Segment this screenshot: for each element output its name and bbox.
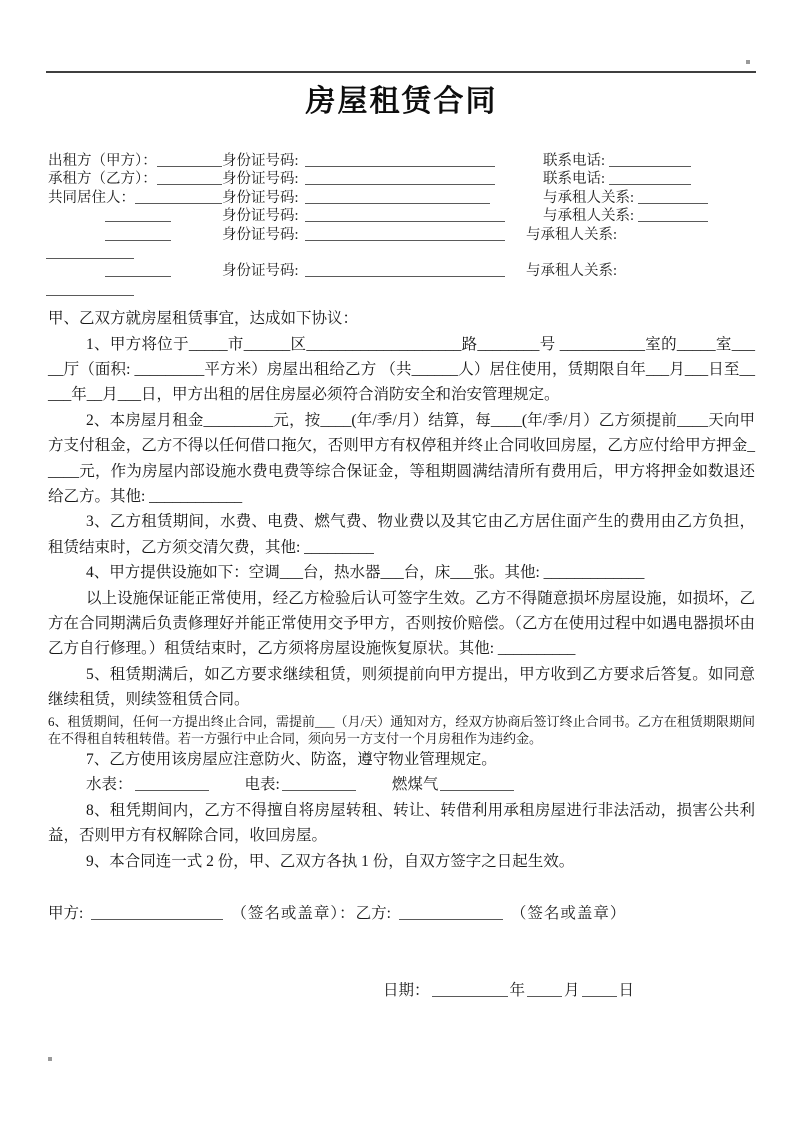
party-name-cell xyxy=(48,152,222,170)
cohabitant-name-blank xyxy=(135,191,222,204)
date-year-blank xyxy=(432,984,508,997)
wrapped-blank-line xyxy=(48,281,755,299)
date-month-blank xyxy=(527,984,562,997)
relationship-blank xyxy=(638,209,708,222)
water-meter-label: 水表： xyxy=(86,776,133,794)
electric-meter-blank xyxy=(282,778,356,791)
date-prefix-label: 日期： xyxy=(383,982,430,1000)
signature-line xyxy=(48,901,755,926)
meters-line xyxy=(48,772,755,797)
header-rule xyxy=(46,71,756,73)
party-a-seal-note: （签名或盖章）： xyxy=(231,905,356,923)
id-number-blank xyxy=(305,264,505,277)
relationship-blank xyxy=(46,283,134,296)
id-number-blank xyxy=(305,228,505,241)
id-number-label: 身份证号码: xyxy=(222,263,299,280)
stray-mark-bottom-left xyxy=(48,1057,52,1061)
relationship-blank xyxy=(638,191,708,204)
parties-section xyxy=(48,152,755,299)
party-row-cohabitant-4 xyxy=(48,262,755,280)
id-number-label: 身份证号码: xyxy=(222,226,299,243)
party-name-cell xyxy=(48,170,222,188)
party-right-cell xyxy=(543,189,708,207)
cohabitant-label: 共同居住人： xyxy=(48,189,135,206)
party-right-cell xyxy=(543,207,708,225)
lessor-name-blank xyxy=(157,154,222,167)
id-number-label: 身份证号码: xyxy=(222,189,299,206)
id-number-label: 身份证号码: xyxy=(222,208,299,225)
id-number-label: 身份证号码: xyxy=(222,153,299,169)
party-right-cell xyxy=(543,152,691,170)
relationship-label: 与承租人关系: xyxy=(543,189,635,206)
page-title: 房屋租赁合同 xyxy=(305,85,498,118)
gas-meter-label: 燃煤气 xyxy=(391,776,439,794)
clause-3: 3、乙方租赁期间，水费、电费、燃气费、物业费以及其它由乙方居住面产生的费用由乙方负担，租赁结束时，乙方须交清欠费，其他: _________ xyxy=(48,513,755,556)
day-label: 日 xyxy=(618,982,635,1000)
phone-blank xyxy=(609,172,691,185)
clause-4-facilities-note: 以上设施保证能正常使用，经乙方检验后认可签字生效。乙方不得随意损坏房屋设施，如损坏，乙方在合同期满后负责修理好并能正常使用交予甲方，否则按价赔偿。（乙方在使用过程中如遇电器损坏由乙方自行修理。）租赁结束时，乙方须将房屋设施恢复原状。其他: __________ xyxy=(48,589,755,658)
clause-5: 5、租赁期满后，如乙方要求继续租赁，则须提前向甲方提出，甲方收到乙方要求后答复。如同意继续租赁，则续签租赁合同。 xyxy=(48,665,755,709)
party-name-cell xyxy=(48,262,222,275)
party-row-lessor xyxy=(48,152,755,170)
relationship-label: 与承租人关系: xyxy=(526,263,618,280)
cohabitant-name-blank xyxy=(105,264,171,277)
phone-label: 联系电话: xyxy=(543,171,606,188)
clause-4: 4、甲方提供设施如下：空调___台，热水器___台，床___张。其他: _____________ xyxy=(86,564,645,582)
id-number-blank xyxy=(305,172,495,185)
intro-line: 甲、乙双方就房屋租赁事宜，达成如下协议： xyxy=(48,310,359,328)
party-row-cohabitant-1 xyxy=(48,189,755,207)
party-name-cell xyxy=(48,207,222,220)
party-a-signature-blank xyxy=(91,907,223,920)
date-line xyxy=(48,978,755,1003)
electric-meter-label: 电表: xyxy=(244,776,280,794)
relationship-label: 与承租人关系: xyxy=(543,208,635,225)
id-number-blank xyxy=(305,154,495,167)
clause-2: 2、本房屋月租金_________元，按____(年/季/月）结算，每____(年/季/月）乙方须提前____天向甲方支付租金，乙方不得以任何借口拖欠，否则甲方有权停租并终止合同收回房屋，乙方应付给甲方押金_____元，作为房屋内部设施水费电费等综合保证金，等租期圆满结清所有费用后，甲方将押金如数退还给乙方。其他: ____________ xyxy=(48,411,755,505)
clause-1: 1、甲方将位于_____市______区____________________路________号 ___________室的_____室_____厅（面积: _________平方米）房屋出租给乙方 （共______人）居住使用，赁期限自年___月___日至_____年__月___日，甲方出租的居住房屋必须符合消防安全和治安管理规定。 xyxy=(48,335,755,404)
cohabitant-name-blank xyxy=(105,228,171,241)
month-label: 月 xyxy=(564,982,580,1000)
party-b-signature-blank xyxy=(399,907,503,920)
gas-meter-blank xyxy=(440,778,514,791)
contract-body xyxy=(48,306,755,874)
clause-8: 8、租凭期间内，乙方不得擅自将房屋转租、转让、转借利用承租房屋进行非法活动，损害公共利益，否则甲方有权解除合同，收回房屋。 xyxy=(48,801,755,845)
party-a-label: 甲方: xyxy=(48,905,84,923)
wrapped-blank-line xyxy=(48,244,755,262)
party-right-cell xyxy=(526,262,617,280)
relationship-label: 与承租人关系: xyxy=(526,226,618,243)
party-b-seal-note: （签名或盖章） xyxy=(510,905,627,923)
water-meter-blank xyxy=(135,778,209,791)
phone-label: 联系电话: xyxy=(543,153,606,169)
party-row-lessee xyxy=(48,170,755,188)
party-row-cohabitant-2 xyxy=(48,207,755,225)
id-number-blank xyxy=(305,209,505,222)
party-b-label: 乙方: xyxy=(355,905,391,923)
stray-mark-top-right xyxy=(746,60,750,64)
clause-6: 6、租赁期间，任何一方提出终止合同，需提前___（月/天）通知对方，经双方协商后签订终止合同书。乙方在租赁期限期间在不得租自转租转借。若一方强行中止合同，须向另一方支付一个月房租作为违约金。 xyxy=(48,713,755,746)
date-day-blank xyxy=(582,984,617,997)
lessor-label: 出租方（甲方）： xyxy=(48,153,157,169)
party-right-cell xyxy=(526,226,617,244)
lessee-label: 承租方（乙方）： xyxy=(48,171,157,188)
id-number-blank xyxy=(305,191,490,204)
party-name-cell xyxy=(48,189,222,207)
clause-9: 9、本合同连一式 2 份，甲、乙双方各执 1 份，自双方签字之日起生效。 xyxy=(86,852,575,870)
relationship-blank xyxy=(46,246,134,259)
lessee-name-blank xyxy=(157,172,222,185)
cohabitant-name-blank xyxy=(105,209,171,222)
party-right-cell xyxy=(543,170,691,188)
year-label: 年 xyxy=(509,982,526,1000)
clause-7: 7、乙方使用该房屋应注意防火、防盗，遵守物业管理规定。 xyxy=(86,751,497,769)
phone-blank xyxy=(609,154,691,167)
party-row-cohabitant-3 xyxy=(48,226,755,244)
party-name-cell xyxy=(48,226,222,239)
id-number-label: 身份证号码: xyxy=(222,171,299,188)
